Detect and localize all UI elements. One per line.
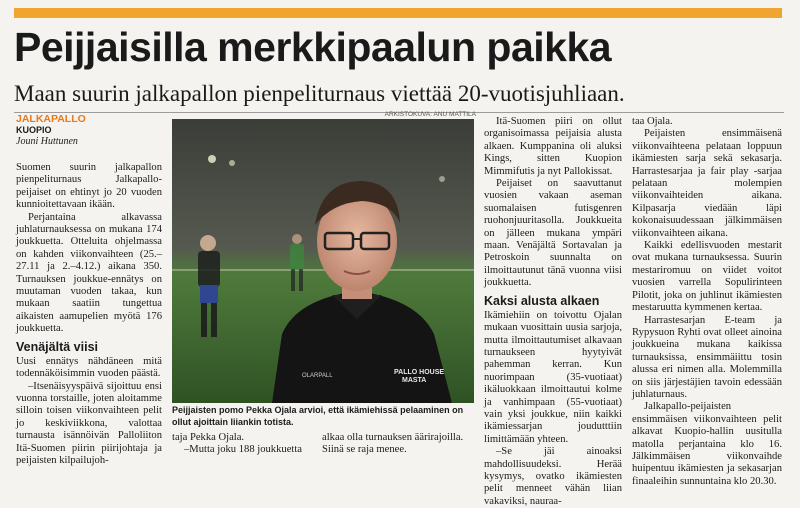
paragraph: Itä-Suomen piiri on ollut organisoimassa peijaisia alusta alkaen. Kumppanina oli aluksi Kings, sitten Kuopion Mimmifutis ja nyt Pallokissat. bbox=[484, 116, 622, 177]
subheading: Kaksi alusta alkaen bbox=[484, 293, 600, 308]
paragraph: Jalkapallo-peijaisten ensimmäisen viikonvaihteen pelit alkavat Kuopio-hallin uusitulla matolla perjantaina klo 16. Jälkimmäisen viikonvaihde huipentuu ikämiesten ja sekasarjan finaaleihin sunnuntaina klo 20.30. bbox=[632, 401, 782, 487]
paragraph: Kaikki edellisvuoden mestarit ovat mukana turnauksessa. Suurin mestariromuu on viidet voitot vuosien varrella Sopulirinteen Pilotit, joka on juhlinut ikämiesten mestaruutta kymmenen kertaa. bbox=[632, 240, 782, 314]
paragraph: –Se jäi ainoaksi mahdollisuudeksi. Herää kysymys, ovatko ikämiesten pelit menneet vähän liian vakaviksi, nauraa- bbox=[484, 446, 622, 507]
column-1 bbox=[16, 113, 162, 467]
column-4 bbox=[632, 116, 782, 488]
shirt-text: MASTA bbox=[402, 377, 427, 384]
paragraph: Uusi ennätys nähdäneen mitä todennäköisimmin vuoden päästä. bbox=[16, 355, 162, 380]
photo-illustration bbox=[172, 119, 474, 403]
paragraph: Peijaiset on saavuttanut vuosien vakaan aseman suomalaisen futisgenren ruohonjuuritasolla. Joukkueita on jälleen mukana ympäri maan. Venäjältä Sortavalan ja Petroskoin suunnalta on ilmoittautunut tänä vuonna viisi joukkuetta. bbox=[484, 178, 622, 289]
paragraph: taja Pekka Ojala. bbox=[172, 432, 245, 443]
headline: Peijjaisilla merkkipaalun paikka bbox=[14, 24, 612, 70]
paragraph: Suomen suurin jalkapallon pienpeliturnaus Jalkapallo-peijaiset on ehtinyt jo 20 vuoden kunnioitettavaan ikään. bbox=[16, 162, 162, 211]
paragraph: Ikämiehiin on toivottu Ojalan mukaan vuosittain uusia sarjoja, mutta ilmoittautumiset alkavaan turnaukseen hyytyivät pahemman kerran. Kun nuorimpaan (35-vuotiaat) ikäluokkaan ilmoittautui kolme ja vanhimpaan (55-vuotiaat) vain yksi joukkue, niin kaikki ikämiessarjan joudutttiin limittämään yhteen. bbox=[484, 309, 622, 445]
shirt-text: OLARPALL bbox=[302, 373, 333, 379]
under-photo-column-2 bbox=[322, 432, 474, 457]
paragraph: –Mutta joku 188 joukkuetta bbox=[184, 444, 302, 456]
paragraph: –Itsenäisyyspäivä sijoittuu ensi vuonna torstaille, joten aloitamme silloin toisen viikonvaihteen pelit jo keskiviikkona, valottaa turnausta isännöivän Palloliiton Itä-Suomen piirin piirijohtaja ja peijaisten kilpailujoh- bbox=[16, 380, 162, 466]
dateline-place: KUOPIO bbox=[16, 125, 52, 135]
paragraph: taa Ojala. bbox=[632, 116, 673, 127]
subheading: Venäjältä viisi bbox=[16, 339, 98, 354]
article-photo bbox=[172, 119, 474, 403]
paragraph: Perjantaina alkavassa juhlaturnauksessa on mukana 174 joukkuetta. Otteluita ohjelmassa on kahden viikonvaihteen (25.–27.11 ja 2.–4.12.) aikana 350. Turnauksen joukkue-ennätys on muutaman vuoden takaa, kun mukaan saatiin tungettua aikaisten aamupelien myötä 176 joukkuetta. bbox=[16, 211, 162, 335]
paragraph: Peijaisten ensimmäisenä viikonvaihteena pelataan loppuun ikämiesten sarja sekä sekasarja. Harrastesarjaa ja fair play -sarjaa pelataan molempien viikonvaihteiden aikana. Kilpasarja viedään läpi kokonaisuudessaan jälkimmäisen viikonvaihteen aikana. bbox=[632, 128, 782, 239]
author-byline: Jouni Huttunen bbox=[16, 136, 78, 147]
shirt-text: PALLO HOUSE bbox=[394, 369, 445, 376]
photo-credit: ARKISTOKUVA: ANU MATTILA bbox=[384, 111, 476, 118]
paragraph: alkaa olla turnauksen äärirajoilla. Siinä se raja menee. bbox=[322, 432, 464, 456]
under-photo-column-1 bbox=[172, 432, 316, 457]
photo-caption: Peijjaisten pomo Pekka Ojala arvioi, että ikämiehissä pelaaminen on ollut ajoittain liiankin totista. bbox=[172, 405, 464, 427]
section-kicker: JALKAPALLO bbox=[16, 113, 86, 125]
paragraph: Harrastesarjan E-team ja Rypysuon Ryhti ovat olleet ainoina joukkueina mukana kaikissa turnauksissa, ensimmäiittu tosin alussa eri nimen alla. Molemmilla on siis järjestäjien tavoin edessään juhlaturnaus. bbox=[632, 314, 782, 400]
column-3 bbox=[484, 116, 622, 508]
top-accent-bar bbox=[14, 8, 782, 18]
subheadline: Maan suurin jalkapallon pienpeliturnaus viettää 20-vuotisjuhliaan. bbox=[14, 81, 625, 106]
